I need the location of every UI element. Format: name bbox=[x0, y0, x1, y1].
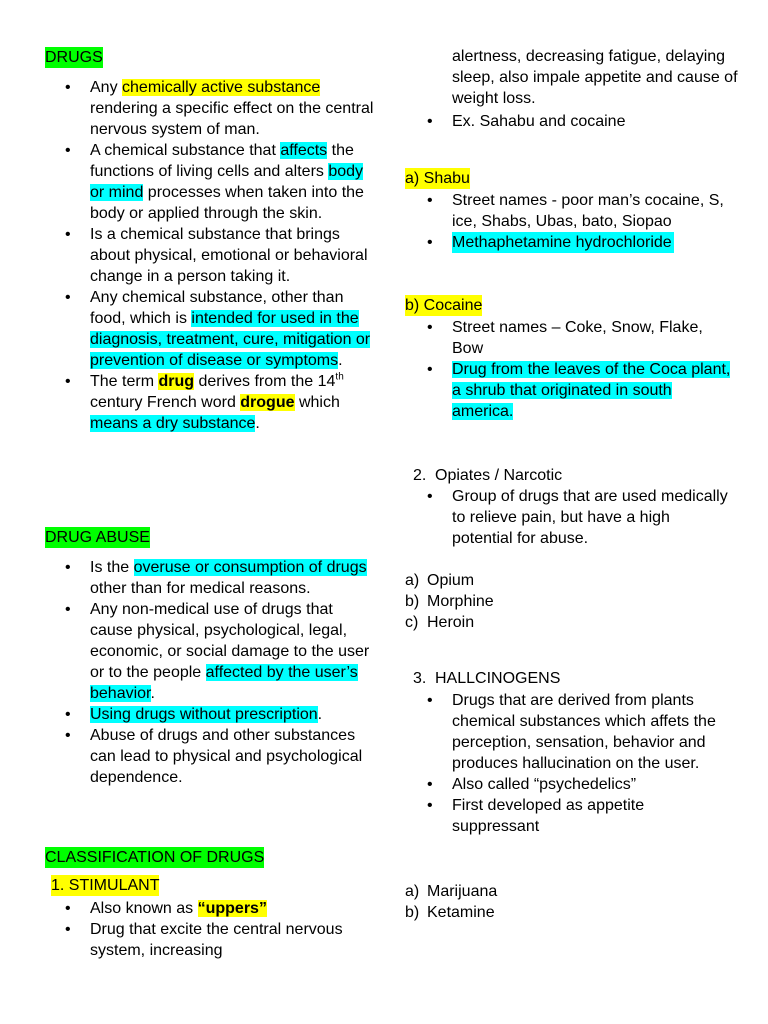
list-item: • Drugs that are derived from plants chemical substances which affets the perception, sensation, behavior and produces hallucination on the user. bbox=[407, 690, 725, 774]
list-item: • Group of drugs that are used medically to relieve pain, but have a high potential for abuse. bbox=[407, 486, 732, 549]
heroin-item: c) Heroin bbox=[405, 614, 475, 631]
hallucinogens-heading: 3. HALLCINOGENS bbox=[413, 670, 561, 687]
shabu-list bbox=[407, 190, 742, 253]
list-item: • Drug from the leaves of the Coca plant, a shrub that originated in south america. bbox=[407, 359, 732, 422]
ketamine-item: b) Ketamine bbox=[405, 904, 495, 921]
classification-heading: CLASSIFICATION OF DRUGS bbox=[45, 849, 265, 866]
list-item: • First developed as appetite suppressant bbox=[407, 795, 725, 837]
hallucinogens-list bbox=[407, 690, 725, 837]
morphine-item: b) Morphine bbox=[405, 593, 494, 610]
cocaine-list bbox=[407, 317, 732, 422]
list-item: • Street names – Coke, Snow, Flake, Bow bbox=[407, 317, 732, 359]
list-item: • Abuse of drugs and other substances can lead to physical and psychological dependence. bbox=[45, 725, 375, 788]
shabu-heading: a) Shabu bbox=[405, 170, 470, 187]
drugs-heading: DRUGS bbox=[45, 49, 103, 66]
drug-abuse-heading: DRUG ABUSE bbox=[45, 529, 150, 546]
opiates-list bbox=[407, 486, 732, 549]
list-item: • Also called “psychedelics” bbox=[407, 774, 725, 795]
list-item: • A chemical substance that affects the functions of living cells and alters body or mind processes when taken into the body or applied through the skin. bbox=[45, 140, 375, 224]
list-item: • Drug that excite the central nervous system, increasing bbox=[45, 919, 375, 961]
stimulant-list bbox=[45, 898, 375, 961]
list-item: • Any chemical substance, other than food, which is intended for used in the diagnosis, treatment, cure, mitigation or prevention of disease or symptoms. bbox=[45, 287, 375, 371]
list-item: • Street names - poor man’s cocaine, S, ice, Shabs, Ubas, bato, Siopao bbox=[407, 190, 742, 232]
list-item: • Any chemically active substance rendering a specific effect on the central nervous system of man. bbox=[45, 77, 375, 140]
opium-item: a) Opium bbox=[405, 572, 475, 589]
list-item: • Ex. Sahabu and cocaine bbox=[407, 111, 742, 132]
list-item: • Methaphetamine hydrochloride bbox=[407, 232, 742, 253]
stimulant-continued-text: alertness, decreasing fatigue, delaying sleep, also impale appetite and cause of weight loss. bbox=[452, 48, 738, 107]
list-item: • The term drug derives from the 14th century French word drogue which means a dry substance. bbox=[45, 371, 375, 434]
list-item: • Any non-medical use of drugs that cause physical, psychological, legal, economic, or social damage to the user or to the people affected by the user’s behavior. bbox=[45, 599, 375, 704]
list-item: • Is a chemical substance that brings about physical, emotional or behavioral change in a person taking it. bbox=[45, 224, 375, 287]
stimulant-example-list bbox=[407, 111, 742, 132]
cocaine-heading: b) Cocaine bbox=[405, 297, 483, 314]
marijuana-item: a) Marijuana bbox=[405, 883, 498, 900]
opiates-heading: 2. Opiates / Narcotic bbox=[413, 467, 563, 484]
list-item: • Using drugs without prescription. bbox=[45, 704, 375, 725]
drug-abuse-list bbox=[45, 557, 375, 788]
stimulant-heading: 1. STIMULANT bbox=[51, 877, 160, 894]
list-item: • Also known as “uppers” bbox=[45, 898, 375, 919]
drugs-list bbox=[45, 77, 375, 434]
list-item: • Is the overuse or consumption of drugs other than for medical reasons. bbox=[45, 557, 375, 599]
